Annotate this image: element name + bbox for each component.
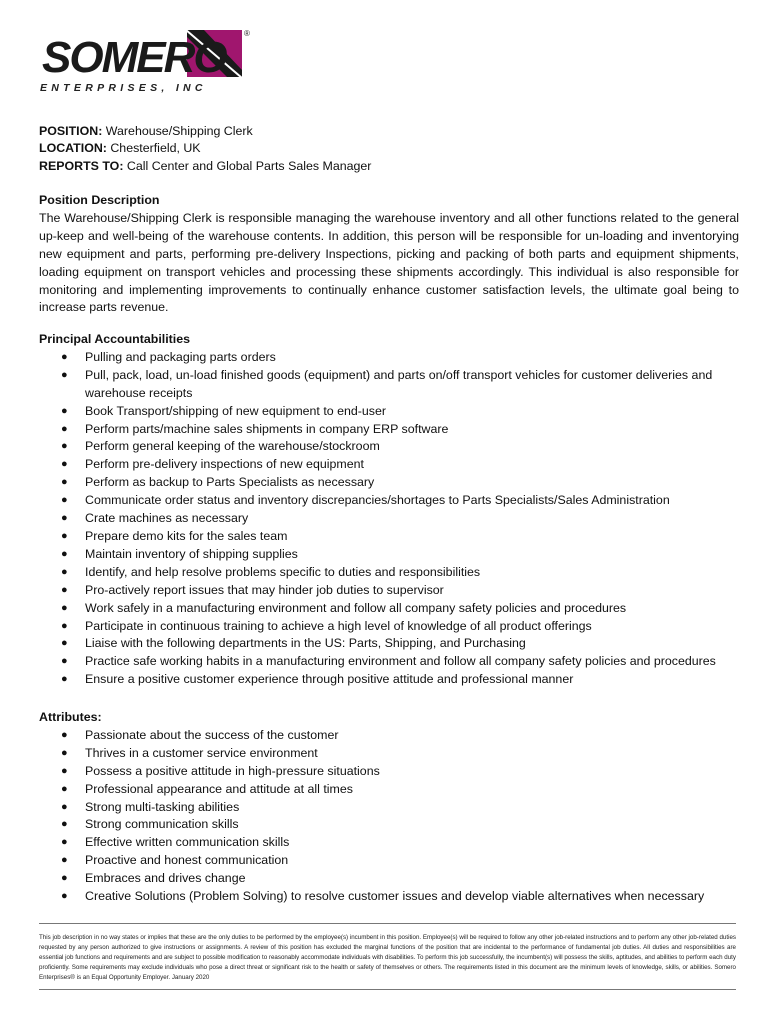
list-item-text: Perform pre-delivery inspections of new equipment: [85, 457, 364, 472]
list-item-text: Identify, and help resolve problems specific to duties and responsibilities: [85, 564, 481, 579]
attributes-list: [39, 727, 739, 906]
reports-to-label: REPORTS TO:: [39, 158, 124, 173]
position-description-section: [39, 192, 739, 317]
list-item-text: Pull, pack, load, un-load finished goods (equipment) and parts on/off transport vehicles for customer deliveries and warehouse receipts: [85, 367, 713, 400]
accountabilities-title: Principal Accountabilities: [39, 332, 191, 346]
logo-wordmark: SOMERO: [42, 33, 226, 82]
list-item-text: Strong multi-tasking abilities: [85, 799, 240, 814]
list-item: [39, 582, 739, 600]
bullet-icon: ●: [61, 764, 68, 777]
position-value: Warehouse/Shipping Clerk: [105, 124, 253, 138]
list-item: [39, 403, 739, 421]
list-item-text: Creative Solutions (Problem Solving) to resolve customer issues and develop viable alternatives when necessary: [85, 889, 705, 904]
bullet-icon: ●: [61, 673, 68, 686]
bullet-icon: ●: [61, 728, 68, 741]
list-item: [39, 349, 739, 367]
list-item-text: Strong communication skills: [85, 817, 239, 832]
list-item: [39, 635, 739, 653]
bullet-icon: ●: [61, 746, 68, 759]
bullet-icon: ●: [61, 854, 68, 867]
bullet-icon: ●: [61, 350, 68, 363]
list-item-text: Possess a positive attitude in high-pressure situations: [85, 763, 380, 778]
location-label: LOCATION:: [39, 141, 107, 156]
list-item-text: Maintain inventory of shipping supplies: [85, 546, 298, 561]
list-item-text: Embraces and drives change: [85, 871, 246, 886]
list-item: [39, 727, 739, 745]
list-item: [39, 474, 739, 492]
bullet-icon: ●: [61, 601, 68, 614]
list-item-text: Communicate order status and inventory discrepancies/shortages to Parts Specialists/Sales Administration: [85, 493, 670, 508]
list-item: [39, 653, 739, 671]
list-item-text: Passionate about the success of the customer: [85, 727, 339, 742]
bullet-icon: ●: [61, 404, 68, 417]
list-item: [39, 546, 739, 564]
list-item-text: Prepare demo kits for the sales team: [85, 528, 288, 543]
bullet-icon: ●: [61, 890, 68, 903]
list-item-text: Proactive and honest communication: [85, 853, 289, 868]
location-line: [39, 140, 371, 157]
position-description-text: The Warehouse/Shipping Clerk is responsible managing the warehouse inventory and all other functions related to the general up-keep and well-being of the warehouse contents. In addition, this person will be responsible for un-loading and inventorying new equipment and parts, performing pre-delivery Inspections, picking and packing of both parts and equipment shipments, loading equipment on transport vehicles and processing these shipments accordingly. This individual is also responsible for monitoring and implementing improvements to continually enhance customer satisfaction levels, the ultimate goal being to increase parts revenue.: [39, 210, 739, 315]
list-item: [39, 763, 739, 781]
list-item-text: Crate machines as necessary: [85, 511, 249, 526]
list-item: [39, 564, 739, 582]
list-item: [39, 852, 739, 870]
bullet-icon: ●: [61, 619, 68, 632]
attributes-section: [39, 709, 739, 906]
bullet-icon: ●: [61, 800, 68, 813]
accountabilities-list: [39, 349, 739, 689]
list-item-text: Ensure a positive customer experience through positive attitude and professional manner: [85, 672, 574, 687]
bullet-icon: ●: [61, 872, 68, 885]
bullet-icon: ●: [61, 836, 68, 849]
bullet-icon: ●: [61, 476, 68, 489]
list-item-text: Perform parts/machine sales shipments in company ERP software: [85, 421, 449, 436]
bullet-icon: ●: [61, 368, 68, 381]
list-item: [39, 618, 739, 636]
list-item: [39, 456, 739, 474]
position-description-title: Position Description: [39, 193, 160, 207]
somero-logo-graphic: [38, 22, 253, 82]
bullet-icon: ●: [61, 547, 68, 560]
list-item-text: Practice safe working habits in a manufacturing environment and follow all company safety policies and procedures: [85, 654, 716, 669]
job-header: [39, 123, 371, 175]
bullet-icon: ●: [61, 655, 68, 668]
accountabilities-section: [39, 331, 739, 689]
list-item: [39, 870, 739, 888]
reports-to-line: [39, 158, 371, 175]
footer-top-divider: [39, 923, 736, 924]
list-item: [39, 367, 739, 403]
position-label: POSITION:: [39, 124, 103, 138]
list-item-text: Professional appearance and attitude at all times: [85, 781, 353, 796]
list-item: [39, 421, 739, 439]
registered-mark: ®: [244, 29, 250, 38]
location-value: Chesterfield, UK: [110, 141, 201, 156]
bullet-icon: ●: [61, 529, 68, 542]
list-item: [39, 600, 739, 618]
list-item-text: Thrives in a customer service environment: [85, 745, 318, 760]
bullet-icon: ●: [61, 422, 68, 435]
list-item-text: Effective written communication skills: [85, 835, 290, 850]
bullet-icon: ●: [61, 583, 68, 596]
list-item: [39, 510, 739, 528]
bullet-icon: ●: [61, 637, 68, 650]
list-item-text: Pulling and packaging parts orders: [85, 349, 276, 364]
footer-bottom-divider: [39, 989, 736, 990]
bullet-icon: ●: [61, 565, 68, 578]
logo-subtitle: ENTERPRISES, INC: [40, 82, 207, 94]
list-item-text: Perform as backup to Parts Specialists as necessary: [85, 475, 375, 490]
list-item: [39, 888, 739, 906]
footer-disclaimer: This job description in no way states or implies that these are the only duties to be performed by the employee(s) incumbent in this position. Employee(s) will be required to follow any other job-related instructions and to perform any other job-related duties requested by any person authorized to give instructions or assignments. A review of this position has excluded the marginal functions of the position that are incidental to the performance of fundamental job duties. All duties and responsibilities are essential job functions and requirements and are subject to possible modification to reasonably accommodate individuals with disabilities. To perform this job successfully, the incumbent(s) will possess the skills, aptitudes, and abilities to perform each duty proficiently. Some requirements may exclude individuals who pose a direct threat or significant risk to the health or safety of themselves or others. The requirements listed in this document are the minimum levels of knowledge, skills, or abilities. Somero Enterprises® is an Equal Opportunity Employer. January 2020: [39, 934, 736, 981]
list-item-text: Pro-actively report issues that may hinder job duties to supervisor: [85, 582, 444, 597]
bullet-icon: ●: [61, 458, 68, 471]
attributes-title: Attributes:: [39, 710, 102, 724]
bullet-icon: ●: [61, 818, 68, 831]
list-item-text: Work safely in a manufacturing environment and follow all company safety policies and procedures: [85, 600, 627, 615]
list-item-text: Perform general keeping of the warehouse/stockroom: [85, 439, 380, 454]
bullet-icon: ●: [61, 494, 68, 507]
list-item: [39, 528, 739, 546]
bullet-icon: ●: [61, 512, 68, 525]
list-item: [39, 671, 739, 689]
bullet-icon: ●: [61, 440, 68, 453]
reports-to-value: Call Center and Global Parts Sales Manager: [126, 158, 372, 173]
list-item: [39, 745, 739, 763]
list-item-text: Book Transport/shipping of new equipment to end-user: [85, 403, 386, 418]
list-item-text: Participate in continuous training to achieve a high level of knowledge of all product offerings: [85, 618, 592, 633]
list-item: [39, 816, 739, 834]
list-item-text: Liaise with the following departments in the US: Parts, Shipping, and Purchasing: [85, 636, 526, 651]
list-item: [39, 492, 739, 510]
bullet-icon: ●: [61, 782, 68, 795]
list-item: [39, 799, 739, 817]
list-item: [39, 781, 739, 799]
position-line: [39, 123, 371, 140]
list-item: [39, 438, 739, 456]
list-item: [39, 834, 739, 852]
